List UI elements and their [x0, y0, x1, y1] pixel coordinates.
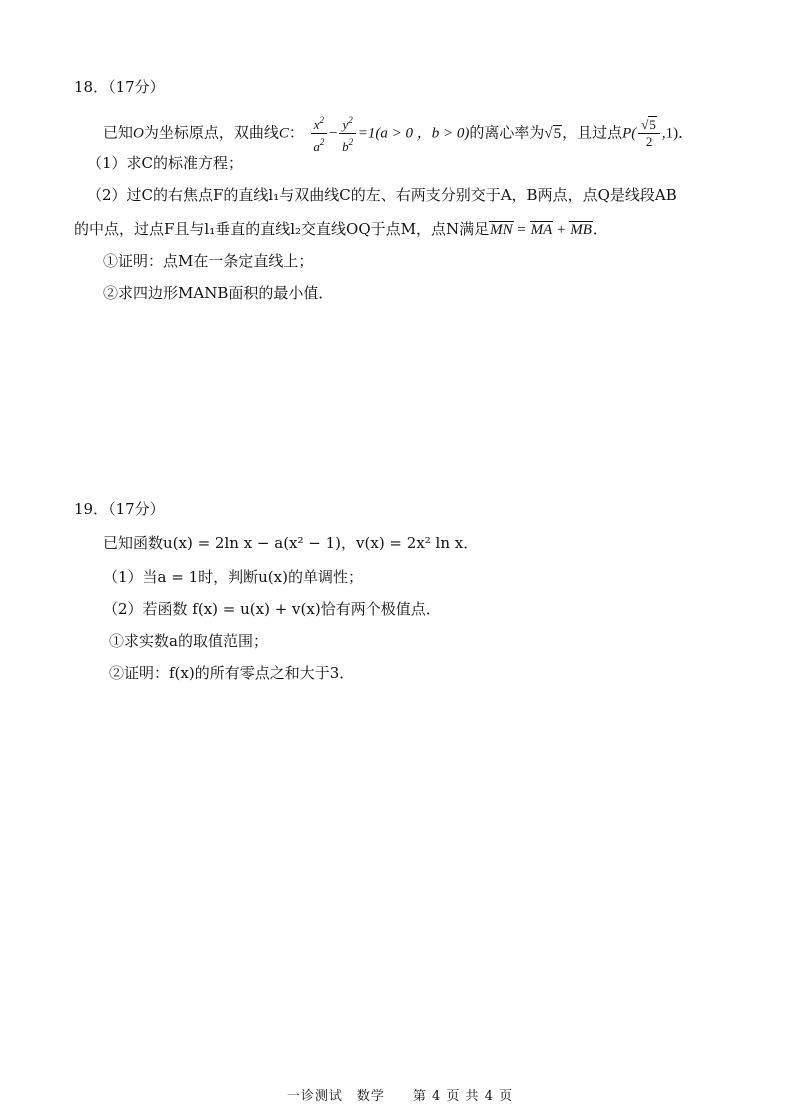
point-P-tail: ,1) [661, 125, 679, 142]
q18-part2-line2: 的中点，过点F且与l₁垂直的直线l₂交直线OQ于点M，点N满足MN = MA + MB． [74, 220, 608, 238]
eccentricity-sqrt: √5 [544, 125, 562, 142]
point-P-label: P( [622, 125, 637, 142]
q18-intro-mid1: 为坐标原点，双曲线 [143, 123, 279, 142]
q18-part2-line1: （2）过C的右焦点F的直线l₁与双曲线C的左、右两支分别交于A，B两点，点Q是线段AB [87, 186, 677, 204]
q18-intro-mid3: ，且过点 [562, 123, 623, 142]
q18-intro-C: C [278, 125, 289, 142]
vector-MA: MA [530, 222, 553, 238]
q18-part1: （1）求C的标准方程； [87, 154, 244, 172]
q18-intro-colon: ： [288, 123, 304, 142]
q19-sub1: ①求实数a的取值范围； [109, 632, 268, 650]
vector-MN: MN [490, 222, 513, 238]
q18-sub2: ②求四边形MANB面积的最小值． [103, 284, 334, 302]
q18-intro-pre: 已知 [103, 123, 134, 142]
q18-eq-cond: =1(a > 0 ，b > 0) [357, 125, 470, 142]
q19-part1: （1）当a = 1时，判断u(x)的单调性； [103, 568, 363, 586]
vector-MB: MB [570, 222, 592, 238]
q18-part2-line2-text: 的中点，过点F且与l₁垂直的直线l₂交直线OQ于点M，点N满足 [74, 220, 490, 238]
point-P-frac: $\frac{√5}{2}$ [638, 117, 660, 150]
q18-header: 18．（17分） [74, 78, 165, 96]
q18-intro-O: O [133, 125, 144, 142]
q19-intro: 已知函数u(x) = 2ln x − a(x² − 1)，v(x) = 2x² ln x． [103, 534, 479, 552]
q18-intro-mid2: 的离心率为 [469, 123, 545, 142]
q18-intro-end: ． [678, 123, 694, 142]
hyperbola-frac-y: $\frac{y^2}{b^2}$ [339, 112, 355, 155]
q19-part2: （2）若函数 f(x) = u(x) + v(x)恰有两个极值点． [103, 600, 441, 618]
q19-header: 19．（17分） [74, 500, 165, 518]
q19-sub2: ②证明：f(x)的所有零点之和大于3． [109, 664, 355, 682]
page-footer: 一诊测试 数学 第 4 页 共 4 页 [286, 1089, 514, 1104]
hyperbola-frac-x: $\frac{x^2}{a^2}$ [311, 112, 327, 155]
q18-sub1: ①证明：点M在一条定直线上； [103, 252, 314, 270]
q18-intro: 已知O为坐标原点，双曲线C： $\frac{x^2}{a^2}$ − $\frac{y^2}{b^2}$ =1(a > 0 ，b > 0)的离心率为√5，且过点P( $\frac{√5}{2}$ ,1)． [103, 112, 693, 155]
